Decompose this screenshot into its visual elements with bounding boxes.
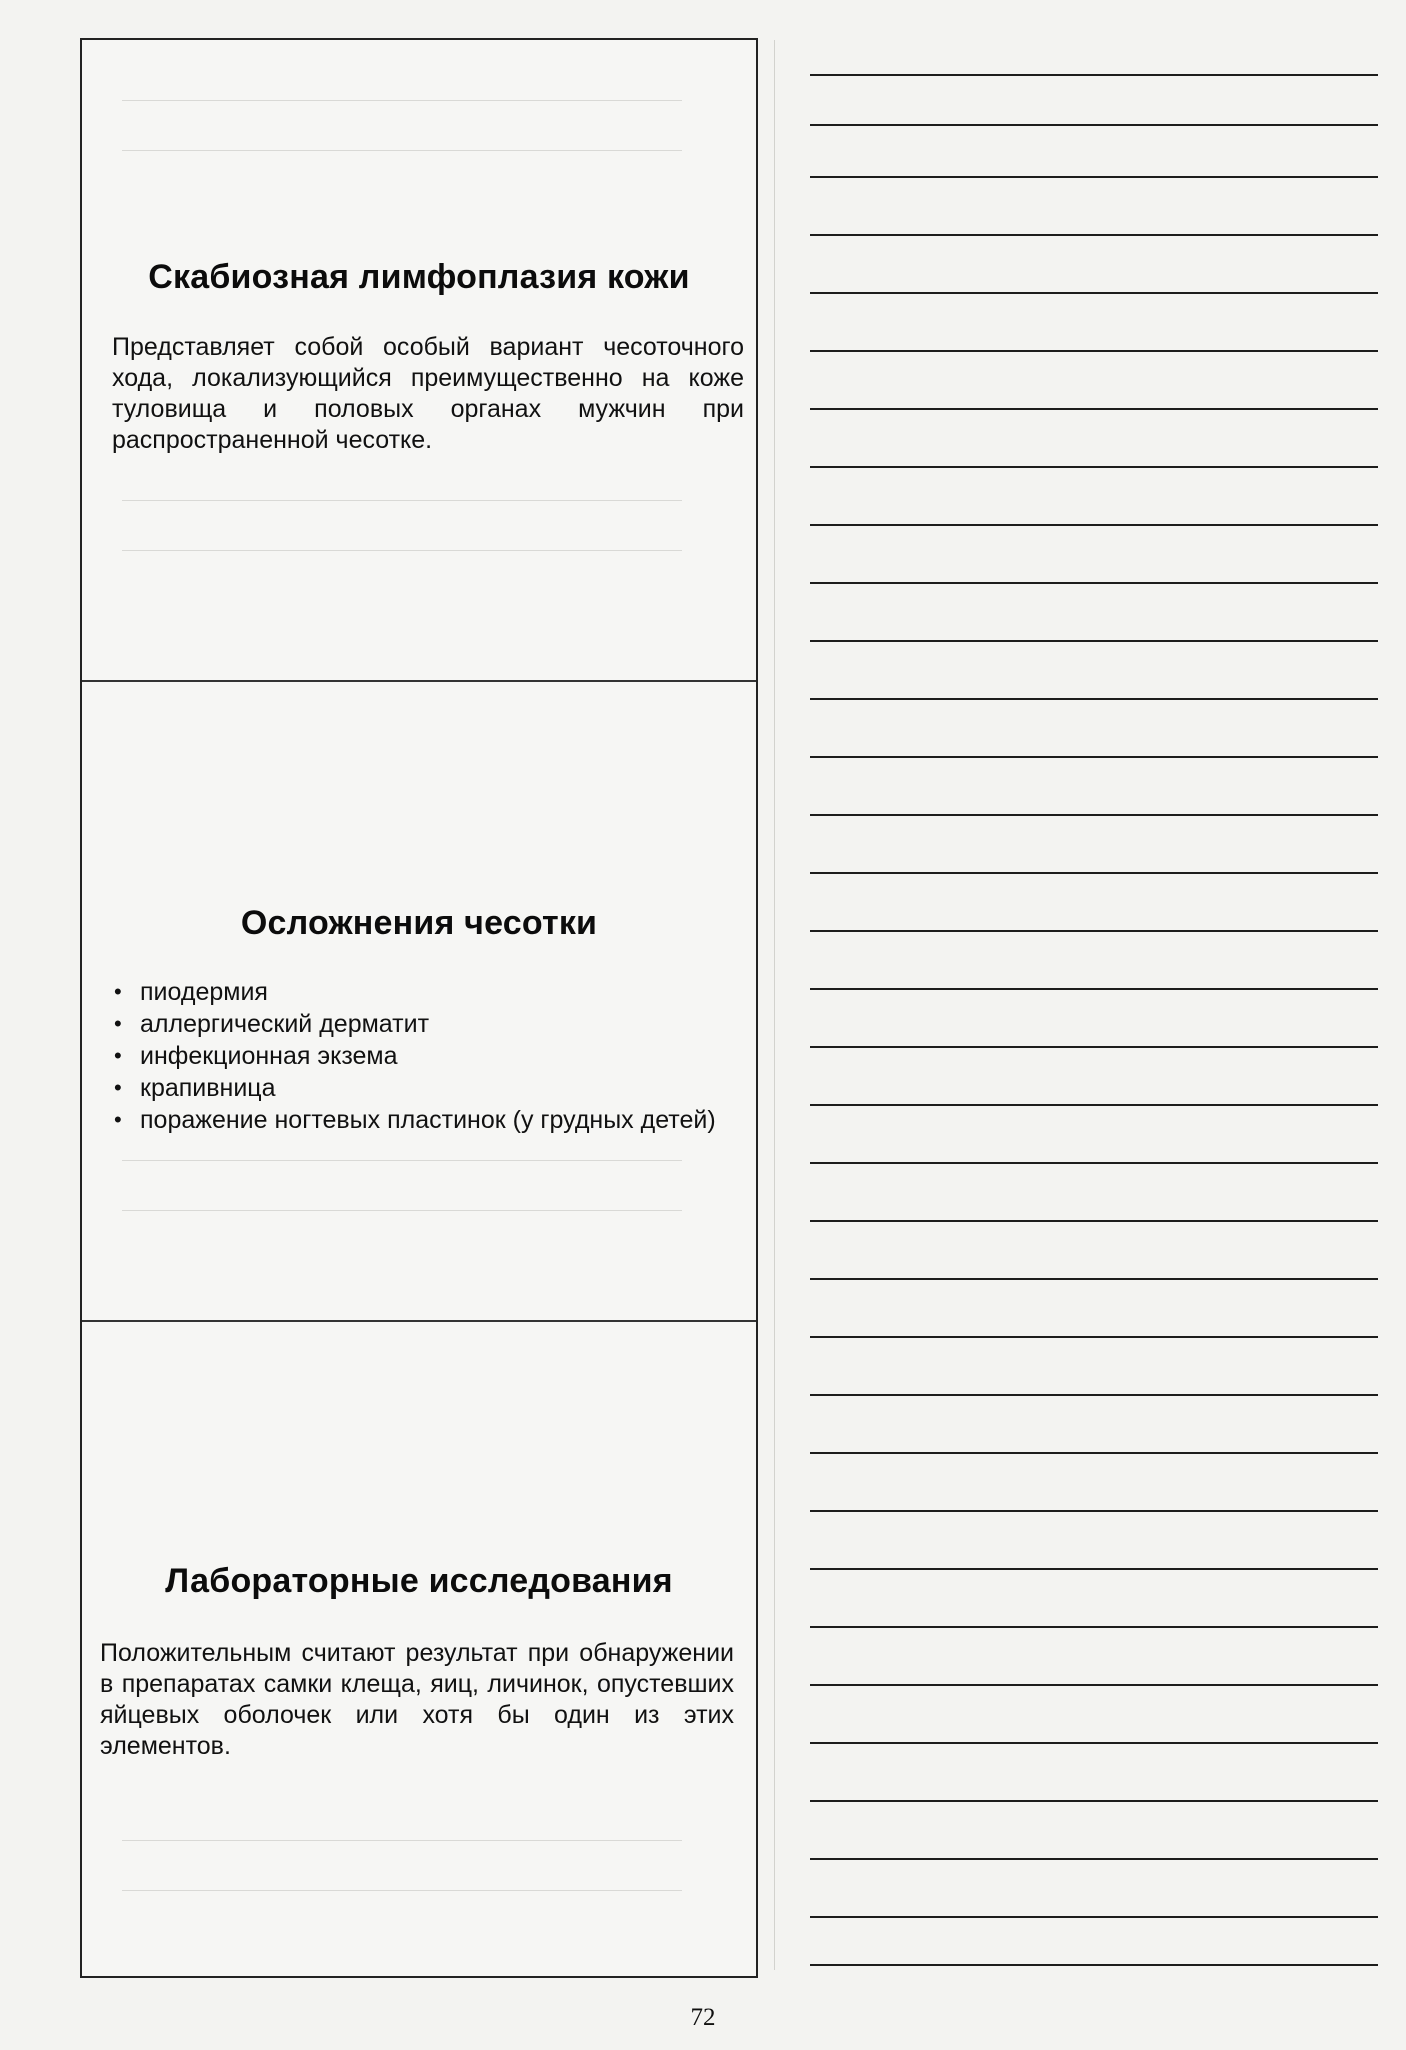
ghost-rule bbox=[122, 1160, 682, 1161]
note-line bbox=[810, 1394, 1378, 1396]
ghost-rule bbox=[122, 1890, 682, 1891]
slide-lab-tests bbox=[82, 1320, 756, 1976]
note-line bbox=[810, 1684, 1378, 1686]
complications-list bbox=[110, 976, 744, 1136]
ghost-rule bbox=[122, 1210, 682, 1211]
note-line bbox=[810, 756, 1378, 758]
list-item: • поражение ногтевых пластинок (у грудных детей) bbox=[110, 1104, 744, 1136]
list-item: • аллергический дерматит bbox=[110, 1008, 744, 1040]
note-line bbox=[810, 698, 1378, 700]
page-number: 72 bbox=[690, 2004, 716, 2031]
note-line bbox=[810, 176, 1378, 178]
slide-complications bbox=[82, 680, 756, 1320]
list-item: • инфекционная экзема bbox=[110, 1040, 744, 1072]
note-line bbox=[810, 640, 1378, 642]
note-line bbox=[810, 1162, 1378, 1164]
list-item: • крапивница bbox=[110, 1072, 744, 1104]
slide-title: Лабораторные исследования bbox=[165, 1562, 673, 1600]
slides-panel bbox=[80, 38, 758, 1978]
slide-body: Положительным считают результат при обнаружении в препаратах самки клеща, яиц, личинок, опустевших яйцевых оболочек или хотя бы один из этих элементов. bbox=[100, 1639, 734, 1760]
note-line bbox=[810, 234, 1378, 236]
note-line bbox=[810, 1742, 1378, 1744]
note-line bbox=[810, 350, 1378, 352]
note-line bbox=[810, 1800, 1378, 1802]
slide-body: Представляет собой особый вариант чесоточного хода, локализующийся преимущественно на коже туловища и половых органах мужчин при распространенной чесотке. bbox=[112, 333, 744, 454]
note-line bbox=[810, 124, 1378, 126]
ghost-rule bbox=[122, 100, 682, 101]
note-line bbox=[810, 1858, 1378, 1860]
note-line bbox=[810, 1278, 1378, 1280]
note-line bbox=[810, 1626, 1378, 1628]
note-line bbox=[810, 1452, 1378, 1454]
note-line bbox=[810, 814, 1378, 816]
ghost-rule bbox=[122, 550, 682, 551]
note-line bbox=[810, 1336, 1378, 1338]
note-line bbox=[810, 988, 1378, 990]
note-line bbox=[810, 292, 1378, 294]
note-line bbox=[810, 1916, 1378, 1918]
note-line bbox=[810, 1220, 1378, 1222]
note-line bbox=[810, 1046, 1378, 1048]
note-line bbox=[810, 1510, 1378, 1512]
note-line bbox=[810, 872, 1378, 874]
ghost-rule bbox=[122, 150, 682, 151]
list-item: • пиодермия bbox=[110, 976, 744, 1008]
note-line bbox=[810, 524, 1378, 526]
note-line bbox=[810, 1568, 1378, 1570]
note-line bbox=[810, 930, 1378, 932]
note-line bbox=[810, 466, 1378, 468]
slide-scabious-lymphoplasia bbox=[82, 40, 756, 680]
notes-column bbox=[772, 38, 1386, 1978]
ghost-rule bbox=[122, 500, 682, 501]
slide-title: Скабиозная лимфоплазия кожи bbox=[148, 258, 690, 296]
note-line bbox=[810, 1104, 1378, 1106]
note-line bbox=[810, 582, 1378, 584]
slide-title: Осложнения чесотки bbox=[240, 904, 598, 942]
note-line bbox=[810, 74, 1378, 76]
note-line bbox=[810, 408, 1378, 410]
note-line bbox=[810, 1964, 1378, 1966]
ghost-rule bbox=[122, 1840, 682, 1841]
